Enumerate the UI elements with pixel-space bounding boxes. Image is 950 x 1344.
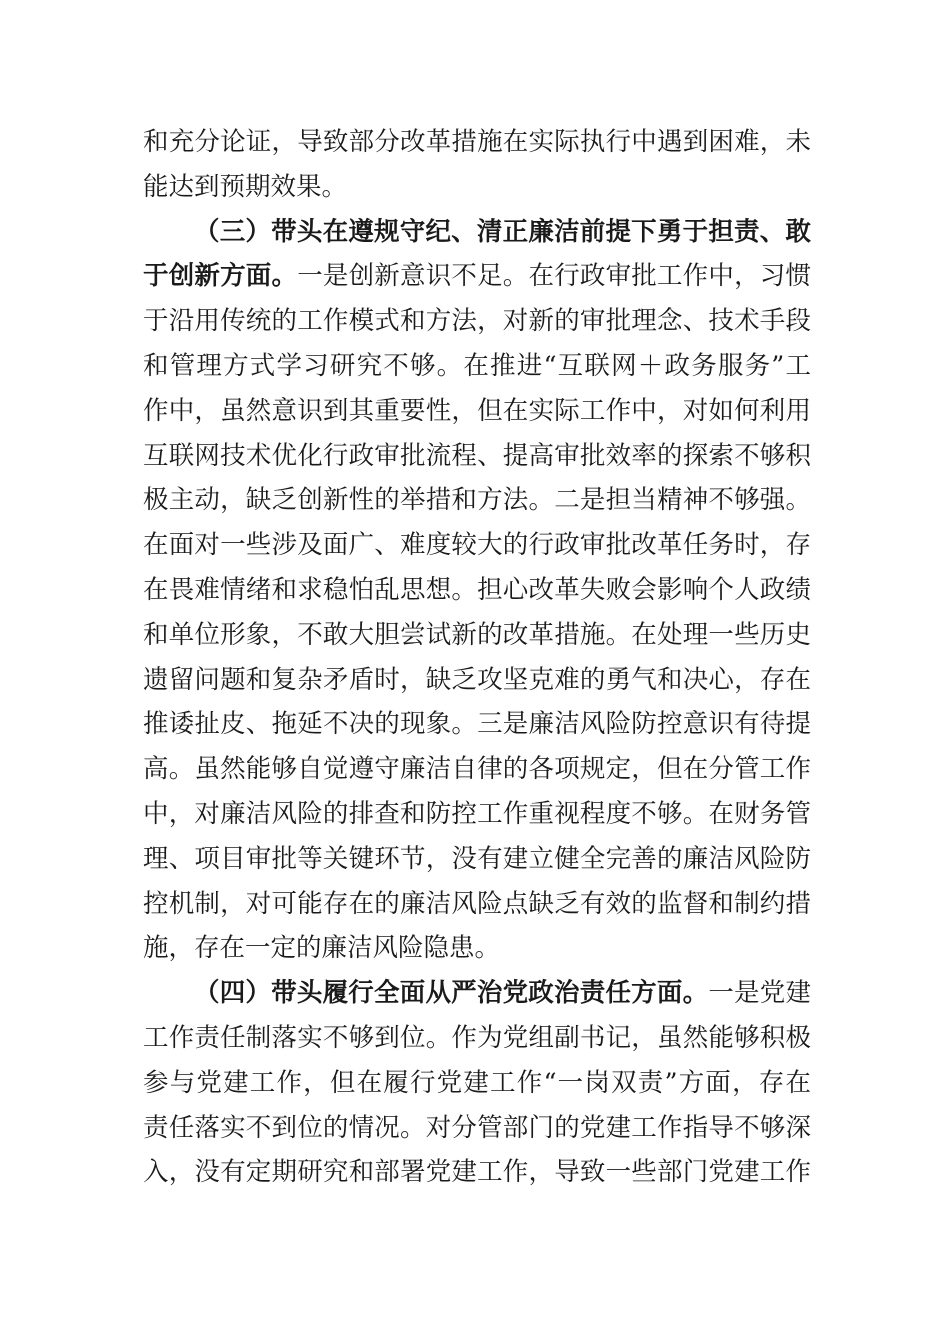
text-segment: 施，存在一定的廉洁风险隐患。	[143, 933, 501, 964]
text-segment: 互联网技术优化行政审批流程、提高审批效率的探索不够积	[143, 440, 811, 471]
document-body	[143, 120, 811, 1195]
text-line	[143, 837, 811, 882]
text-segment: 控机制，对可能存在的廉洁风险点缺乏有效的监督和制约措	[143, 888, 811, 919]
text-segment: 工作责任制落实不够到位。作为党组副书记，虽然能够积极	[143, 1022, 811, 1053]
text-line	[143, 120, 811, 165]
text-segment: 高。虽然能够自觉遵守廉洁自律的各项规定，但在分管工作	[143, 754, 811, 785]
text-line	[143, 568, 811, 613]
section-heading: 于创新方面。	[143, 261, 298, 292]
text-line	[143, 299, 811, 344]
text-line	[143, 971, 811, 1016]
paragraph-continuation	[143, 120, 811, 210]
text-line	[143, 1150, 811, 1195]
text-segment: 在面对一些涉及面广、难度较大的行政审批改革任务时，存	[143, 530, 811, 561]
text-segment: 遗留问题和复杂矛盾时，缺乏攻坚克难的勇气和决心，存在	[143, 664, 811, 695]
text-segment: 于沿用传统的工作模式和方法，对新的审批理念、技术手段	[143, 306, 811, 337]
text-segment: 作中，虽然意识到其重要性，但在实际工作中，对如何利用	[143, 395, 811, 426]
text-line	[143, 747, 811, 792]
text-segment: 和单位形象，不敢大胆尝试新的改革措施。在处理一些历史	[143, 619, 811, 650]
text-line	[143, 1016, 811, 1061]
text-line	[143, 658, 811, 703]
text-segment: 推诿扯皮、拖延不决的现象。三是廉洁风险防控意识有待提	[143, 709, 811, 740]
text-line	[143, 1106, 811, 1151]
text-line	[143, 254, 811, 299]
text-segment: 能达到预期效果。	[143, 171, 348, 202]
text-segment: 极主动，缺乏创新性的举措和方法。二是担当精神不够强。	[143, 485, 811, 516]
text-line	[143, 389, 811, 434]
text-line	[143, 165, 811, 210]
text-segment: 一是创新意识不足。在行政审批工作中，习惯	[297, 261, 811, 292]
text-segment: 和充分论证，导致部分改革措施在实际执行中遇到困难，未	[143, 127, 811, 157]
text-line	[143, 210, 811, 255]
text-segment: 入，没有定期研究和部署党建工作，导致一些部门党建工作	[143, 1157, 811, 1188]
text-segment: 和管理方式学习研究不够。在推进“互联网＋政务服务”工	[143, 350, 811, 381]
section-heading: （三）带头在遵规守纪、清正廉洁前提下勇于担责、敢	[194, 216, 811, 247]
text-line	[143, 792, 811, 837]
paragraph-section-3	[143, 210, 811, 972]
text-line	[143, 434, 811, 479]
paragraph-section-4	[143, 971, 811, 1195]
text-line	[143, 1061, 811, 1106]
text-segment: 理、项目审批等关键环节，没有建立健全完善的廉洁风险防	[143, 843, 811, 874]
text-line	[143, 478, 811, 523]
text-line	[143, 926, 811, 971]
section-heading: （四）带头履行全面从严治党政治责任方面。	[194, 978, 709, 1009]
text-segment: 在畏难情绪和求稳怕乱思想。担心改革失败会影响个人政绩	[143, 574, 811, 605]
text-segment: 中，对廉洁风险的排查和防控工作重视程度不够。在财务管	[143, 798, 811, 829]
text-line	[143, 882, 811, 927]
text-segment: 一是党建	[708, 978, 811, 1009]
text-line	[143, 344, 811, 389]
text-segment: 责任落实不到位的情况。对分管部门的党建工作指导不够深	[143, 1112, 811, 1143]
text-line	[143, 613, 811, 658]
text-line	[143, 702, 811, 747]
text-line	[143, 523, 811, 568]
text-segment: 参与党建工作，但在履行党建工作“一岗双责”方面，存在	[143, 1067, 811, 1098]
